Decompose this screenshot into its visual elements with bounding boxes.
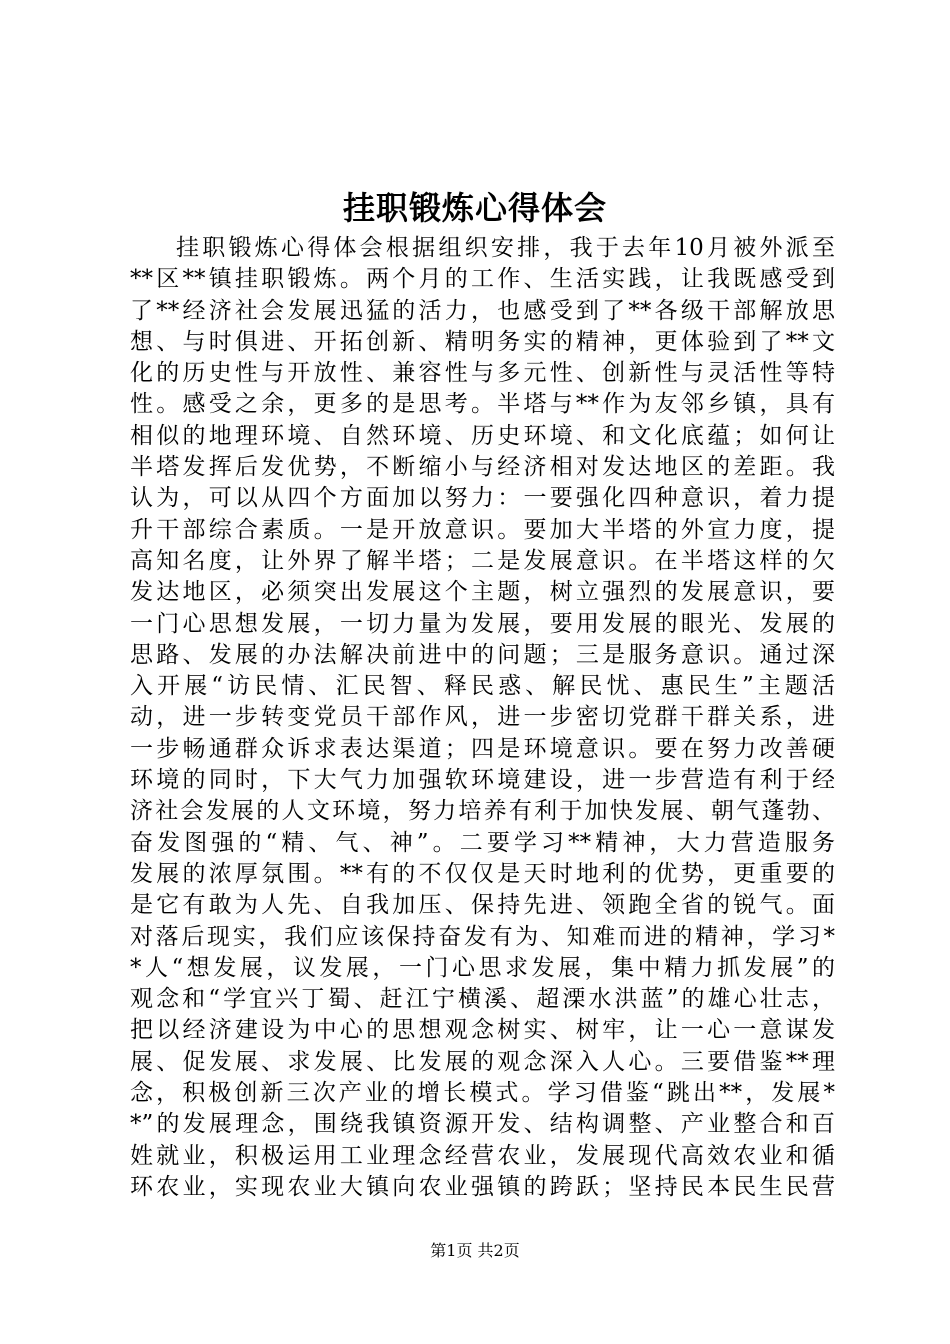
body-line: 想、与时俱进、开拓创新、精明务实的精神，更体验到了**文 xyxy=(130,328,835,355)
body-line: 念，积极创新三次产业的增长模式。学习借鉴“跳出**，发展* xyxy=(130,1080,835,1107)
body-line: 挂职锻炼心得体会根据组织安排，我于去年10月被外派至 xyxy=(176,235,835,261)
body-line: 入开展“访民情、汇民智、释民惑、解民忧、惠民生”主题活 xyxy=(130,673,835,700)
body-line: 性。感受之余，更多的是思考。半塔与**作为友邻乡镇，具有 xyxy=(130,391,835,418)
body-line: 升干部综合素质。一是开放意识。要加大半塔的外宣力度，提 xyxy=(130,516,835,543)
page-number-footer: 第1页 共2页 xyxy=(430,1241,520,1260)
body-line: 把以经济建设为中心的思想观念树实、树牢，让一心一意谋发 xyxy=(130,1017,835,1044)
body-line: 思路、发展的办法解决前进中的问题；三是服务意识。通过深 xyxy=(130,641,835,668)
body-line: 一门心思想发展，一切力量为发展，要用发展的眼光、发展的 xyxy=(130,610,835,637)
body-line: 半塔发挥后发优势，不断缩小与经济相对发达地区的差距。我 xyxy=(130,454,835,481)
body-line: **区**镇挂职锻炼。两个月的工作、生活实践，让我既感受到 xyxy=(130,266,835,293)
body-line: 发达地区，必须突出发展这个主题，树立强烈的发展意识，要 xyxy=(130,579,835,606)
body-line: 环境的同时，下大气力加强软环境建设，进一步营造有利于经 xyxy=(130,767,835,794)
body-line: *”的发展理念，围绕我镇资源开发、结构调整、产业整合和百 xyxy=(130,1111,835,1138)
body-line: 姓就业，积极运用工业理念经营农业，发展现代高效农业和循 xyxy=(130,1142,835,1169)
body-line: 观念和“学宜兴丁蜀、赶江宁横溪、超溧水洪蓝”的雄心壮志， xyxy=(130,986,835,1013)
body-line: 是它有敢为人先、自我加压、保持先进、领跑全省的锐气。面 xyxy=(130,892,835,919)
body-line: 一步畅通群众诉求表达渠道；四是环境意识。要在努力改善硬 xyxy=(130,735,835,762)
body-line: 相似的地理环境、自然环境、历史环境、和文化底蕴；如何让 xyxy=(130,422,835,449)
body-line: 奋发图强的“精、气、神”。二要学习**精神，大力营造服务 xyxy=(130,829,835,856)
body-line: 动，进一步转变党员干部作风，进一步密切党群干群关系，进 xyxy=(130,704,835,731)
body-line: 发展的浓厚氛围。**有的不仅仅是天时地利的优势，更重要的 xyxy=(130,860,835,887)
body-line: 高知名度，让外界了解半塔；二是发展意识。在半塔这样的欠 xyxy=(130,547,835,574)
body-line: 认为，可以从四个方面加以努力：一要强化四种意识，着力提 xyxy=(130,485,835,512)
body-line: 济社会发展的人文环境，努力培养有利于加快发展、朝气蓬勃、 xyxy=(130,798,835,825)
body-line: 环农业，实现农业大镇向农业强镇的跨跃；坚持民本民生民营 xyxy=(130,1173,835,1200)
body-line: 展、促发展、求发展、比发展的观念深入人心。三要借鉴**理 xyxy=(130,1048,835,1075)
body-line: *人“想发展，议发展，一门心思求发展，集中精力抓发展”的 xyxy=(130,954,835,981)
document-body xyxy=(130,233,835,1203)
body-line: 化的历史性与开放性、兼容性与多元性、创新性与灵活性等特 xyxy=(130,360,835,387)
document-title: 挂职锻炼心得体会 xyxy=(342,189,607,227)
body-line: 了**经济社会发展迅猛的活力，也感受到了**各级干部解放思 xyxy=(130,297,835,324)
body-line: 对落后现实，我们应该保持奋发有为、知难而进的精神，学习* xyxy=(130,923,835,950)
